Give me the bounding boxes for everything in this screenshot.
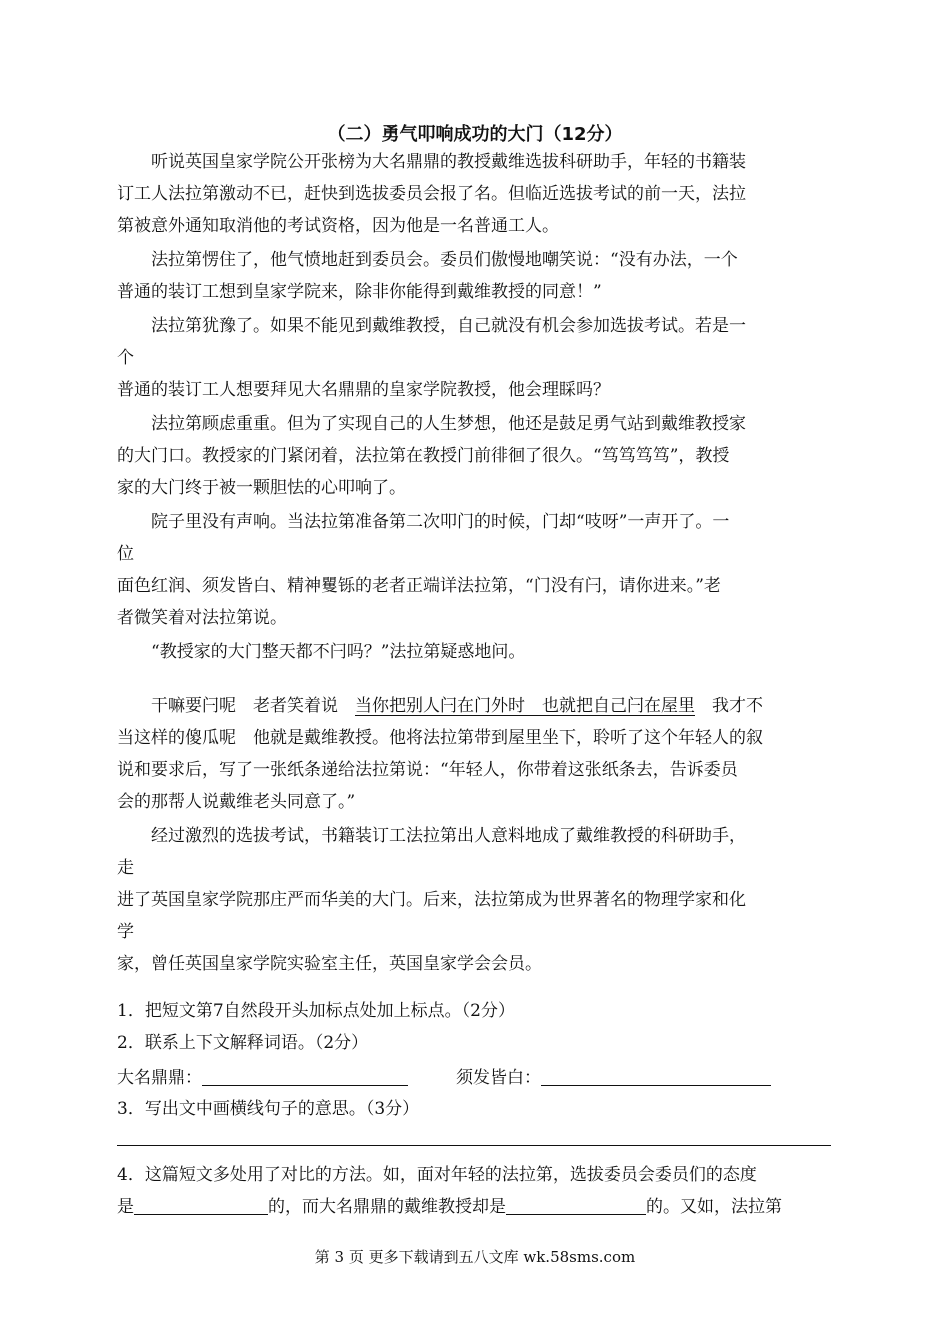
answer-blank-xufa[interactable]	[541, 1067, 771, 1086]
passage-line: 家的大门终于被一颗胆怯的心叩响了。	[117, 478, 406, 498]
passage-line: 的大门口。教授家的门紧闭着，法拉第在教授门前徘徊了很久。“笃笃笃笃”，教授	[117, 446, 730, 466]
q4-text-b: 的，而大名鼎鼎的戴维教授却是	[268, 1197, 506, 1217]
passage-line: 普通的装订工想到皇家学院来，除非你能得到戴维教授的同意！”	[117, 282, 602, 302]
answer-line-q3[interactable]	[117, 1145, 831, 1146]
question-3: 3．写出文中画横线句子的意思。（3分）	[117, 1099, 420, 1119]
passage-line: 说和要求后，写了一张纸条递给法拉第说：“年轻人，你带着这张纸条去，告诉委员	[117, 760, 738, 780]
passage-line: “教授家的大门整天都不闩吗？”法拉第疑惑地问。	[117, 642, 526, 662]
question-4-line1: 4．这篇短文多处用了对比的方法。如，面对年轻的法拉第，选拔委员会委员们的态度	[117, 1165, 757, 1185]
passage-line: 者微笑着对法拉第说。	[117, 608, 287, 628]
passage-line: 家，曾任英国皇家学院实验室主任，英国皇家学会会员。	[117, 954, 542, 974]
passage-line: 第被意外通知取消他的考试资格，因为他是一名普通工人。	[117, 216, 559, 236]
passage-line: 面色红润、须发皆白、精神矍铄的老者正端详法拉第，“门没有闩，请你进来。”老	[117, 576, 721, 596]
answer-blank-q4-2[interactable]	[506, 1196, 646, 1215]
passage-line: 位	[117, 544, 134, 564]
passage-line: 进了英国皇家学院那庄严而华美的大门。后来，法拉第成为世界著名的物理学家和化	[117, 890, 746, 910]
passage-line: 法拉第愣住了，他气愤地赶到委员会。委员们傲慢地嘲笑说：“没有办法，一个	[117, 250, 738, 270]
question-1: 1．把短文第7自然段开头加标点处加上标点。（2分）	[117, 1001, 515, 1021]
question-2: 2．联系上下文解释词语。（2分）	[117, 1033, 369, 1053]
answer-blank-daming[interactable]	[202, 1067, 408, 1086]
question-4-line2	[117, 1196, 837, 1218]
passage-line-para7	[117, 695, 837, 717]
para7-tail: 我才不	[695, 696, 763, 716]
passage-line: 当这样的傻瓜呢 他就是戴维教授。他将法拉第带到屋里坐下，聆听了这个年轻人的叙	[117, 728, 763, 748]
passage-line: 学	[117, 922, 134, 942]
passage-line: 听说英国皇家学院公开张榜为大名鼎鼎的教授戴维选拔科研助手，年轻的书籍装	[117, 152, 746, 172]
passage-line: 个	[117, 348, 134, 368]
passage-line: 走	[117, 858, 134, 878]
section-title: （二）勇气叩响成功的大门（12分）	[327, 124, 623, 145]
underlined-sentence: 当你把别人闩在门外时 也就把自己闩在屋里	[355, 696, 695, 716]
question-2-terms	[117, 1067, 837, 1089]
passage-line: 法拉第顾虑重重。但为了实现自己的人生梦想，他还是鼓足勇气站到戴维教授家	[117, 414, 746, 434]
q4-text-a: 是	[117, 1197, 134, 1217]
page-footer: 第 3 页 更多下载请到五八文库 wk.58sms.com	[314, 1248, 636, 1266]
passage-line: 会的那帮人说戴维老头同意了。”	[117, 792, 356, 812]
term-daming: 大名鼎鼎：	[117, 1068, 202, 1088]
passage-line: 法拉第犹豫了。如果不能见到戴维教授，自己就没有机会参加选拔考试。若是一	[117, 316, 746, 336]
passage-line: 普通的装订工人想要拜见大名鼎鼎的皇家学院教授，他会理睬吗？	[117, 380, 610, 400]
passage-line: 订工人法拉第激动不已，赶快到选拔委员会报了名。但临近选拔考试的前一天，法拉	[117, 184, 746, 204]
answer-blank-q4-1[interactable]	[134, 1196, 268, 1215]
para7-lead: 干嘛要闩呢 老者笑着说	[117, 696, 355, 716]
q4-text-c: 的。又如，法拉第	[646, 1197, 782, 1217]
term-xufa: 须发皆白：	[456, 1068, 541, 1088]
passage-line: 经过激烈的选拔考试，书籍装订工法拉第出人意料地成了戴维教授的科研助手，	[117, 826, 746, 846]
passage-line: 院子里没有声响。当法拉第准备第二次叩门的时候，门却“吱呀”一声开了。一	[117, 512, 730, 532]
